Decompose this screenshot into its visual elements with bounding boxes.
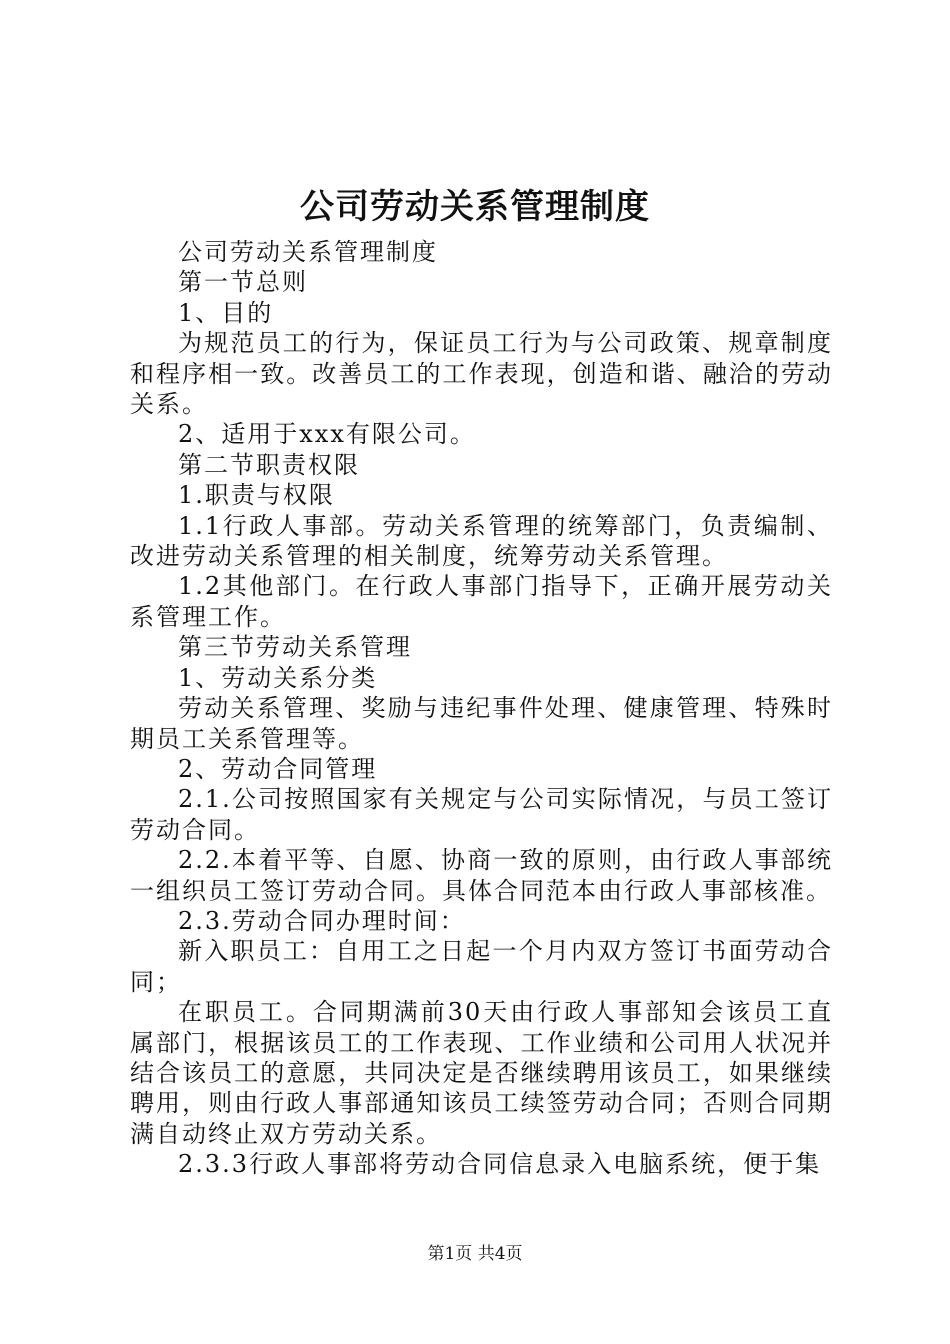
- paragraph: 公司劳动关系管理制度: [178, 238, 438, 266]
- document-body: [130, 237, 833, 1180]
- paragraph: 1.1行政人事部。劳动关系管理的统筹部门，负责编制、改进劳动关系管理的相关制度，统筹劳动关系管理。: [130, 511, 833, 571]
- paragraph: 2.3.3行政人事部将劳动合同信息录入电脑系统，便于集: [178, 1150, 822, 1179]
- paragraph: 劳动关系管理、奖励与违纪事件处理、健康管理、特殊时期员工关系管理等。: [130, 694, 833, 753]
- paragraph: 1.2其他部门。在行政人事部门指导下，正确开展劳动关系管理工作。: [130, 572, 833, 631]
- paragraph: 2.2.本着平等、自愿、协商一致的原则，由行政人事部统一组织员工签订劳动合同。具体合同范本由行政人事部核准。: [130, 846, 833, 905]
- section-heading: 第三节劳动关系管理: [178, 633, 412, 662]
- paragraph: 为规范员工的行为，保证员工行为与公司政策、规章制度和程序相一致。改善员工的工作表现，创造和谐、融洽的劳动关系。: [130, 329, 833, 419]
- section-heading: 第一节总则: [178, 268, 308, 297]
- subheading: 1、劳动关系分类: [178, 663, 378, 692]
- page-footer: 第1页 共4页: [427, 1244, 523, 1264]
- subheading: 2、劳动合同管理: [178, 754, 378, 783]
- paragraph: 新入职员工：自用工之日起一个月内双方签订书面劳动合同；: [130, 937, 833, 996]
- subheading: 1、目的: [178, 298, 274, 327]
- document-title: 公司劳动关系管理制度: [300, 187, 650, 227]
- subheading: 1.职责与权限: [178, 481, 335, 510]
- paragraph: 在职员工。合同期满前30天由行政人事部知会该员工直属部门，根据该员工的工作表现、工作业绩和公司用人状况并结合该员工的意愿，共同决定是否继续聘用该员工，如果继续聘用，则由行政人事部通知该员工续签劳动合同；否则合同期满自动终止双方劳动关系。: [130, 998, 833, 1148]
- paragraph: 2、适用于xxx有限公司。: [178, 420, 476, 449]
- paragraph: 2.1.公司按照国家有关规定与公司实际情况，与员工签订劳动合同。: [130, 785, 833, 844]
- paragraph: 2.3.劳动合同办理时间：: [178, 906, 466, 935]
- section-heading: 第二节职责权限: [178, 450, 360, 479]
